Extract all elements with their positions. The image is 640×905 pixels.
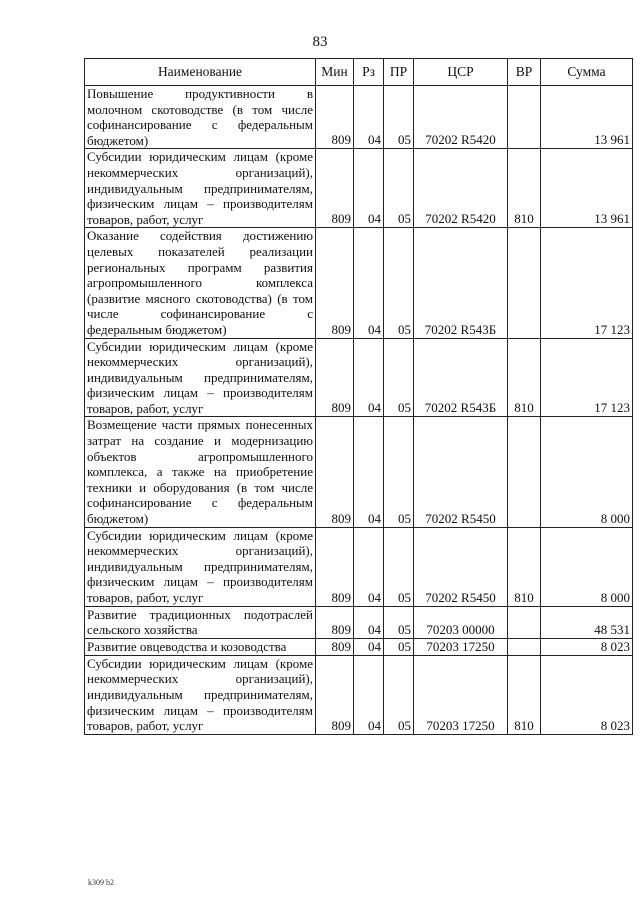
table-row <box>85 149 633 228</box>
table-row <box>85 638 633 655</box>
row-min: 809 <box>316 638 354 655</box>
header-pr: ПР <box>384 59 414 86</box>
row-sum: 13 961 <box>541 86 633 149</box>
header-csr: ЦСР <box>414 59 508 86</box>
row-name: Субсидии юридическим лицам (кроме некоммерческих организаций), индивидуальным предпринимателям, физическим лицам – производителям товаров, работ, услуг <box>85 527 316 606</box>
row-csr: 70202 R543Б <box>414 228 508 338</box>
row-sum: 8 023 <box>541 655 633 734</box>
row-csr: 70202 R5450 <box>414 527 508 606</box>
page-number: 83 <box>312 34 328 50</box>
row-csr: 70203 17250 <box>414 638 508 655</box>
row-name: Развитие традиционных подотраслей сельского хозяйства <box>85 606 316 638</box>
row-csr: 70202 R543Б <box>414 338 508 417</box>
row-rz: 04 <box>354 606 384 638</box>
row-csr: 70203 17250 <box>414 655 508 734</box>
row-vr <box>508 86 541 149</box>
row-min: 809 <box>316 655 354 734</box>
table-row <box>85 527 633 606</box>
row-min: 809 <box>316 149 354 228</box>
row-min: 809 <box>316 527 354 606</box>
row-pr: 05 <box>384 527 414 606</box>
row-rz: 04 <box>354 417 384 527</box>
row-name: Возмещение части прямых понесенных затрат на создание и модернизацию объектов агропромышленного комплекса, а также на приобретение техники и оборудования (в том числе софинансирование с федеральным бюджетом) <box>85 417 316 527</box>
header-sum: Сумма <box>541 59 633 86</box>
row-rz: 04 <box>354 527 384 606</box>
row-sum: 17 123 <box>541 338 633 417</box>
row-csr: 70202 R5420 <box>414 86 508 149</box>
row-min: 809 <box>316 228 354 338</box>
row-sum: 17 123 <box>541 228 633 338</box>
row-name: Повышение продуктивности в молочном скотоводстве (в том числе софинансирование с федеральным бюджетом) <box>85 86 316 149</box>
row-min: 809 <box>316 338 354 417</box>
header-min: Мин <box>316 59 354 86</box>
row-rz: 04 <box>354 86 384 149</box>
row-vr <box>508 606 541 638</box>
table-row <box>85 338 633 417</box>
row-rz: 04 <box>354 149 384 228</box>
row-sum: 8 000 <box>541 417 633 527</box>
row-sum: 48 531 <box>541 606 633 638</box>
row-name: Субсидии юридическим лицам (кроме некоммерческих организаций), индивидуальным предпринимателям, физическим лицам – производителям товаров, работ, услуг <box>85 655 316 734</box>
row-min: 809 <box>316 86 354 149</box>
row-rz: 04 <box>354 638 384 655</box>
table-row <box>85 417 633 527</box>
row-pr: 05 <box>384 655 414 734</box>
row-name: Субсидии юридическим лицам (кроме некоммерческих организаций), индивидуальным предпринимателям, физическим лицам – производителям товаров, работ, услуг <box>85 149 316 228</box>
row-min: 809 <box>316 606 354 638</box>
row-vr <box>508 638 541 655</box>
row-rz: 04 <box>354 655 384 734</box>
table-row <box>85 228 633 338</box>
row-rz: 04 <box>354 228 384 338</box>
row-name: Развитие овцеводства и козоводства <box>85 638 316 655</box>
row-name: Субсидии юридическим лицам (кроме некоммерческих организаций), индивидуальным предпринимателям, физическим лицам – производителям товаров, работ, услуг <box>85 338 316 417</box>
row-vr <box>508 417 541 527</box>
row-vr: 810 <box>508 149 541 228</box>
header-name: Наименование <box>85 59 316 86</box>
row-pr: 05 <box>384 149 414 228</box>
row-sum: 8 023 <box>541 638 633 655</box>
row-vr: 810 <box>508 655 541 734</box>
budget-table <box>84 58 633 735</box>
table-row <box>85 606 633 638</box>
row-pr: 05 <box>384 228 414 338</box>
row-pr: 05 <box>384 417 414 527</box>
row-pr: 05 <box>384 638 414 655</box>
row-sum: 8 000 <box>541 527 633 606</box>
table-header-row <box>85 59 633 86</box>
header-vr: ВР <box>508 59 541 86</box>
row-pr: 05 <box>384 606 414 638</box>
row-csr: 70203 00000 <box>414 606 508 638</box>
row-csr: 70202 R5450 <box>414 417 508 527</box>
row-sum: 13 961 <box>541 149 633 228</box>
row-vr: 810 <box>508 338 541 417</box>
row-name: Оказание содействия достижению целевых показателей реализации региональных программ развития агропромышленного комплекса (развитие мясного скотоводства) (в том числе софинансирование с федеральным бюджетом) <box>85 228 316 338</box>
row-rz: 04 <box>354 338 384 417</box>
row-pr: 05 <box>384 338 414 417</box>
header-rz: Рз <box>354 59 384 86</box>
table-row <box>85 86 633 149</box>
table-row <box>85 655 633 734</box>
row-vr <box>508 228 541 338</box>
row-pr: 05 <box>384 86 414 149</box>
row-csr: 70202 R5420 <box>414 149 508 228</box>
footer-code: k309 b2 <box>88 878 114 887</box>
row-min: 809 <box>316 417 354 527</box>
row-vr: 810 <box>508 527 541 606</box>
